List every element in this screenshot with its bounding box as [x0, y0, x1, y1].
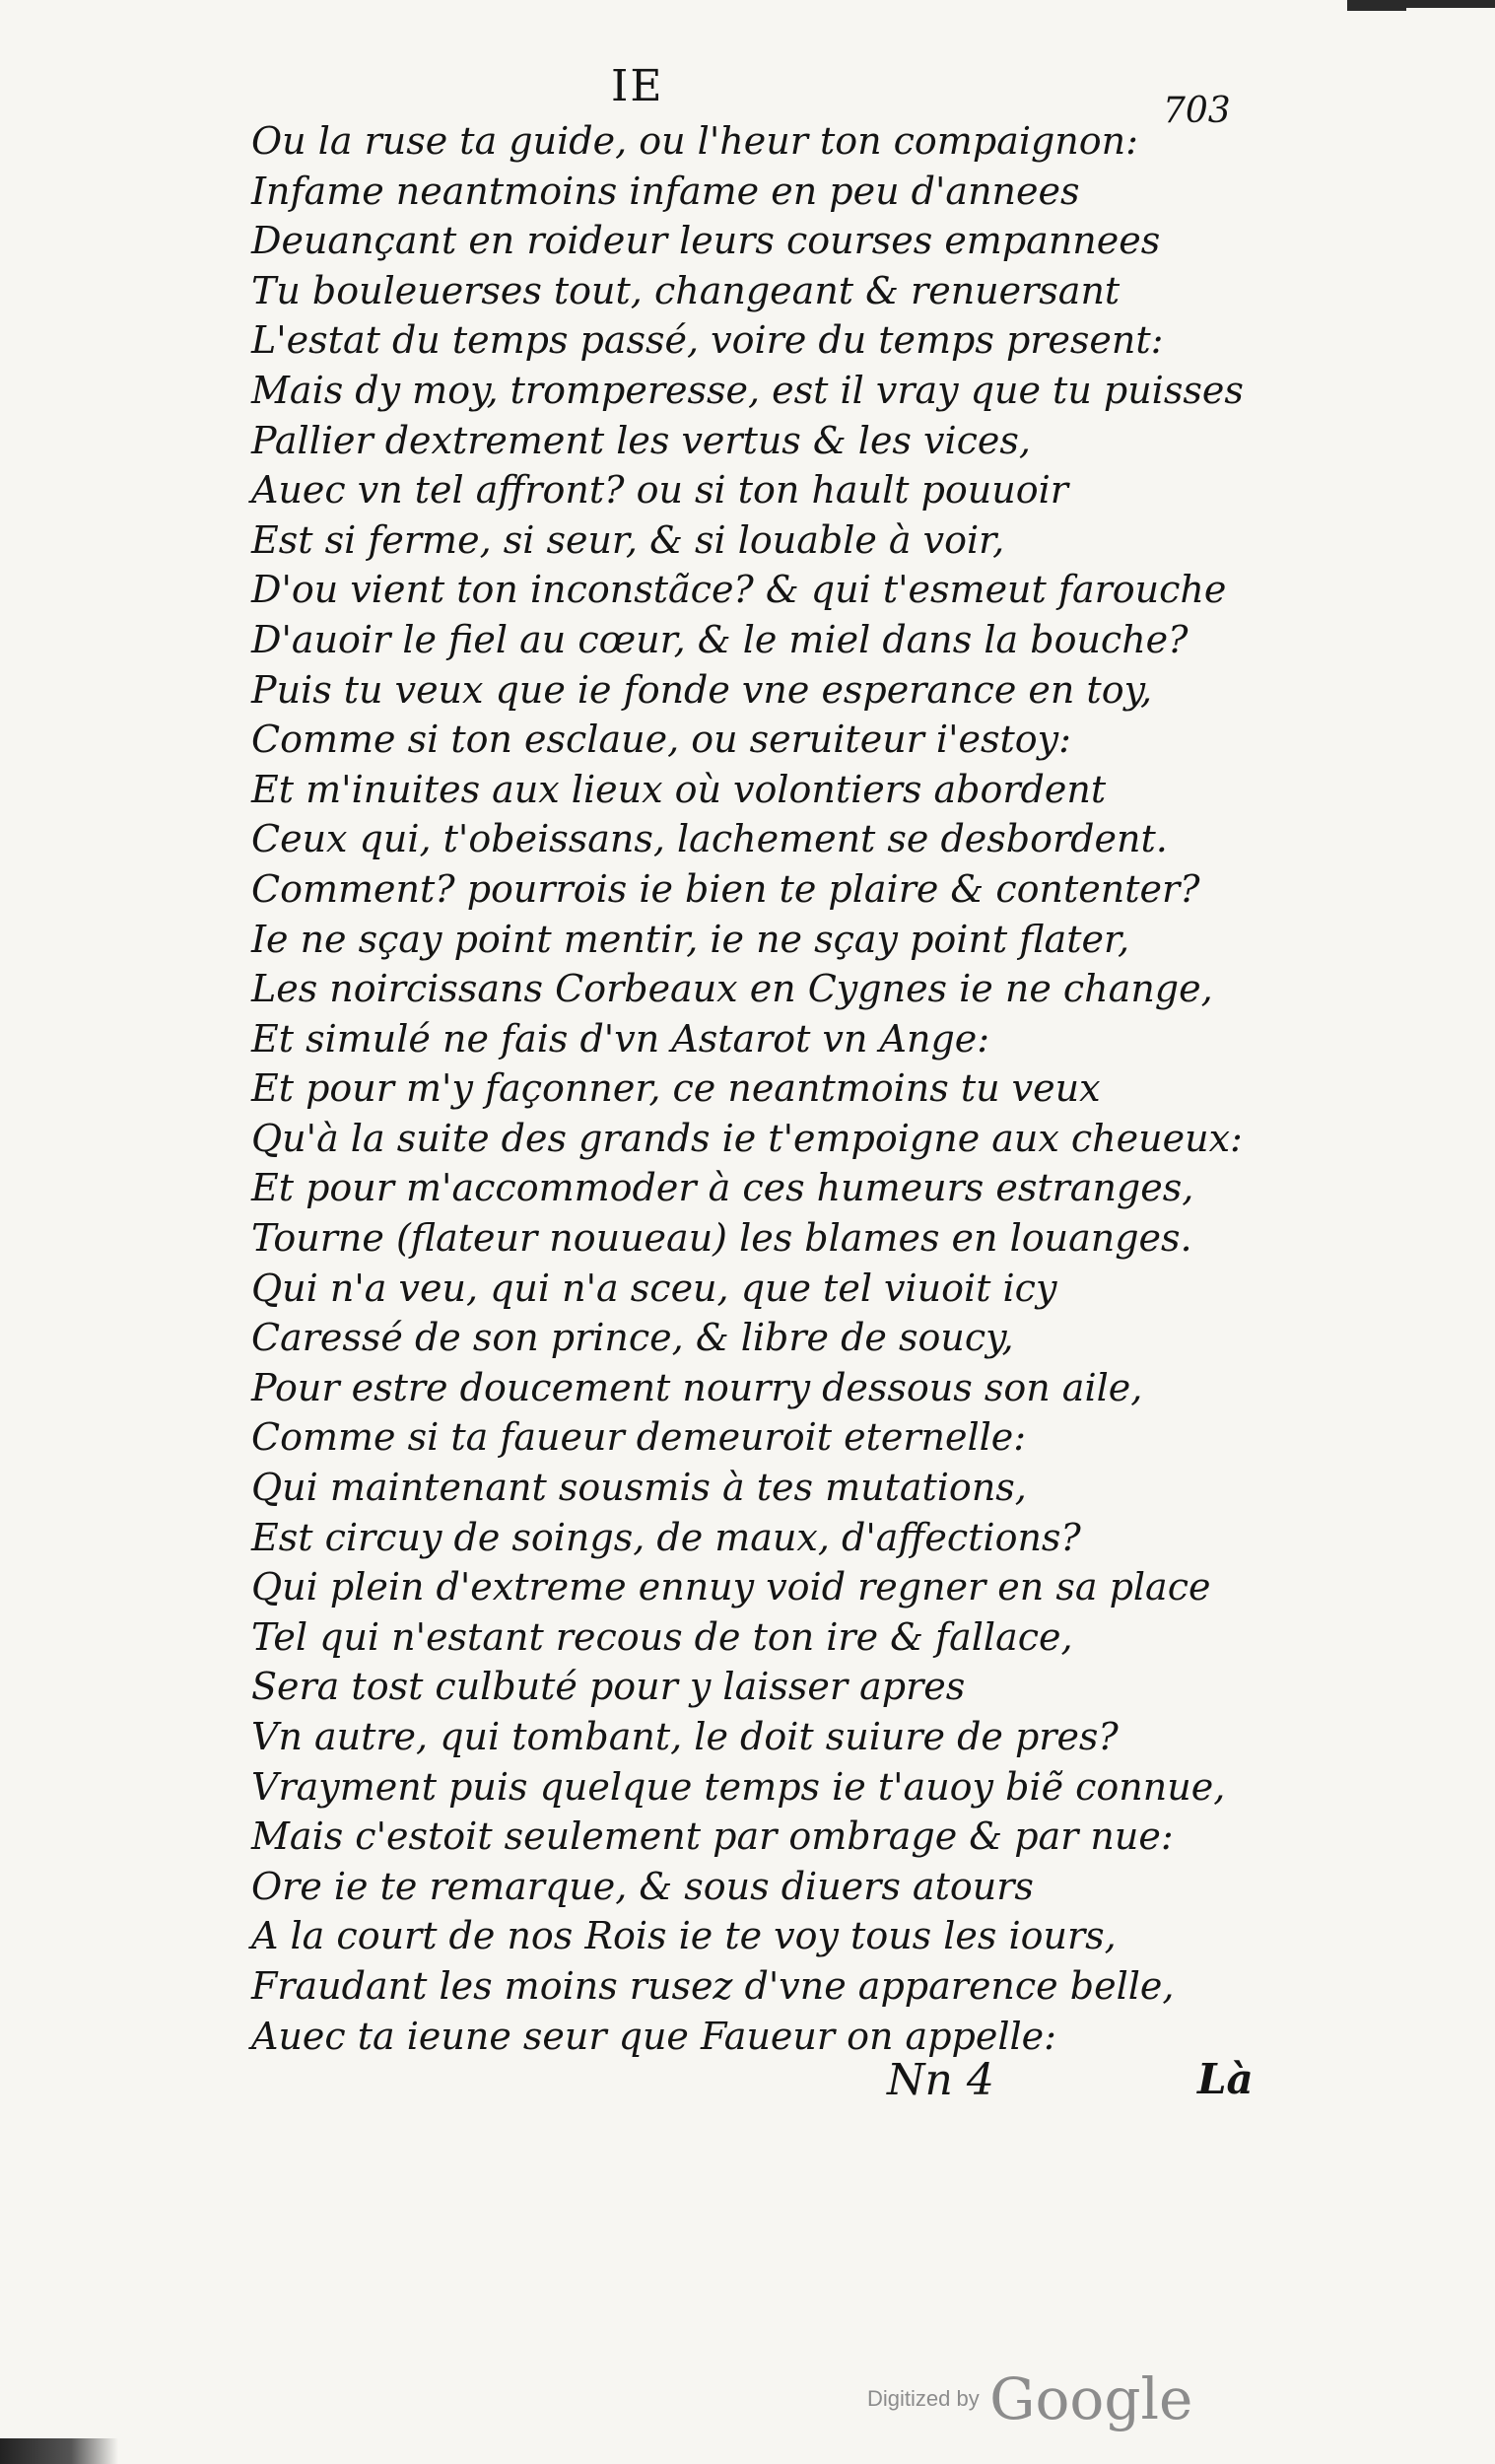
poem-line: A la court de nos Rois ie te voy tous les iours,	[251, 1914, 1117, 1958]
poem-line: Comme si ton esclaue, ou seruiteur i'estoy:	[251, 718, 1071, 762]
poem-line: Tel qui n'estant recous de ton ire & fallace,	[251, 1614, 1073, 1659]
poem-line: Ie ne sçay point mentir, ie ne sçay point flater,	[251, 917, 1130, 961]
poem-line: Puis tu veux que ie fonde vne esperance en toy,	[251, 667, 1153, 712]
running-head: IE	[611, 61, 664, 111]
catchword: Là	[1197, 2055, 1254, 2103]
poem-line: Fraudant les moins rusez d'vne apparence belle,	[251, 1963, 1175, 2008]
poem-line: D'ou vient ton inconstãce? & qui t'esmeut farouche	[251, 568, 1227, 612]
poem-line: Mais c'estoit seulement par ombrage & par nue:	[251, 1814, 1174, 1859]
page-number: 703	[1163, 91, 1231, 131]
poem-line: Les noircissans Corbeaux en Cygnes ie ne change,	[251, 967, 1213, 1011]
digitized-by-watermark	[867, 2365, 1192, 2432]
poem-line: Qui plein d'extreme ennuy void regner en sa place	[251, 1565, 1211, 1609]
poem-line: Mais dy moy, tromperesse, est il vray que tu puisses	[251, 368, 1244, 412]
poem-line: Ceux qui, t'obeissans, lachement se desbordent.	[251, 817, 1168, 861]
poem-line: Qu'à la suite des grands ie t'empoigne aux cheueux:	[251, 1116, 1243, 1160]
google-logo: Google	[989, 2365, 1193, 2432]
poem-line: Et simulé ne fais d'vn Astarot vn Ange:	[251, 1016, 990, 1061]
poem-line: L'estat du temps passé, voire du temps present:	[251, 318, 1164, 363]
page-corner-shadow	[0, 2438, 118, 2464]
poem-line: Caressé de son prince, & libre de soucy,	[251, 1316, 1014, 1360]
page-edge-shadow	[1347, 0, 1495, 8]
poem-line: Qui n'a veu, qui n'a sceu, que tel viuoit icy	[251, 1266, 1057, 1310]
poem-line: Ou la ruse ta guide, ou l'heur ton compaignon:	[251, 119, 1138, 163]
poem-line: Pallier dextrement les vertus & les vices,	[251, 418, 1031, 462]
poem-line: Comme si ta faueur demeuroit eternelle:	[251, 1415, 1027, 1460]
poem-line: Infame neantmoins infame en peu d'annees	[251, 169, 1080, 213]
poem-line: Tu bouleuerses tout, changeant & renuersant	[251, 268, 1121, 312]
poem-line: Et m'inuites aux lieux où volontiers abordent	[251, 767, 1107, 811]
poem-line: Deuançant en roideur leurs courses empannees	[251, 219, 1161, 263]
poem-line: Vn autre, qui tombant, le doit suiure de pres?	[251, 1715, 1119, 1758]
poem-line: Comment? pourrois ie bien te plaire & contenter?	[251, 866, 1200, 911]
poem-line: Et pour m'accommoder à ces humeurs estranges,	[251, 1166, 1194, 1210]
poem-line: Auec ta ieune seur que Faueur on appelle:	[251, 2014, 1056, 2058]
poem-line: Est circuy de soings, de maux, d'affections?	[251, 1515, 1081, 1559]
digitized-prefix: Digitized by	[867, 2386, 980, 2411]
poem-line: Est si ferme, si seur, & si louable à voir,	[251, 517, 1005, 562]
signature-mark: Nn 4	[887, 2055, 994, 2105]
poem-line: Et pour m'y façonner, ce neantmoins tu veux	[251, 1066, 1101, 1111]
poem-line: D'auoir le fiel au cœur, & le miel dans la bouche?	[251, 617, 1189, 661]
poem-line: Auec vn tel affront? ou si ton hault pouuoir	[251, 468, 1068, 513]
poem-line: Ore ie te remarque, & sous diuers atours	[251, 1864, 1034, 1908]
poem-line: Qui maintenant sousmis à tes mutations,	[251, 1466, 1027, 1510]
poem-line: Sera tost culbuté pour y laisser apres	[251, 1665, 966, 1709]
poem-line: Vrayment puis quelque temps ie t'auoy biẽ connue,	[251, 1764, 1226, 1809]
poem-line: Pour estre doucement nourry dessous son aile,	[251, 1365, 1143, 1409]
poem-text	[251, 116, 1244, 2061]
poem-line: Tourne (flateur nouueau) les blames en louanges.	[251, 1216, 1192, 1261]
